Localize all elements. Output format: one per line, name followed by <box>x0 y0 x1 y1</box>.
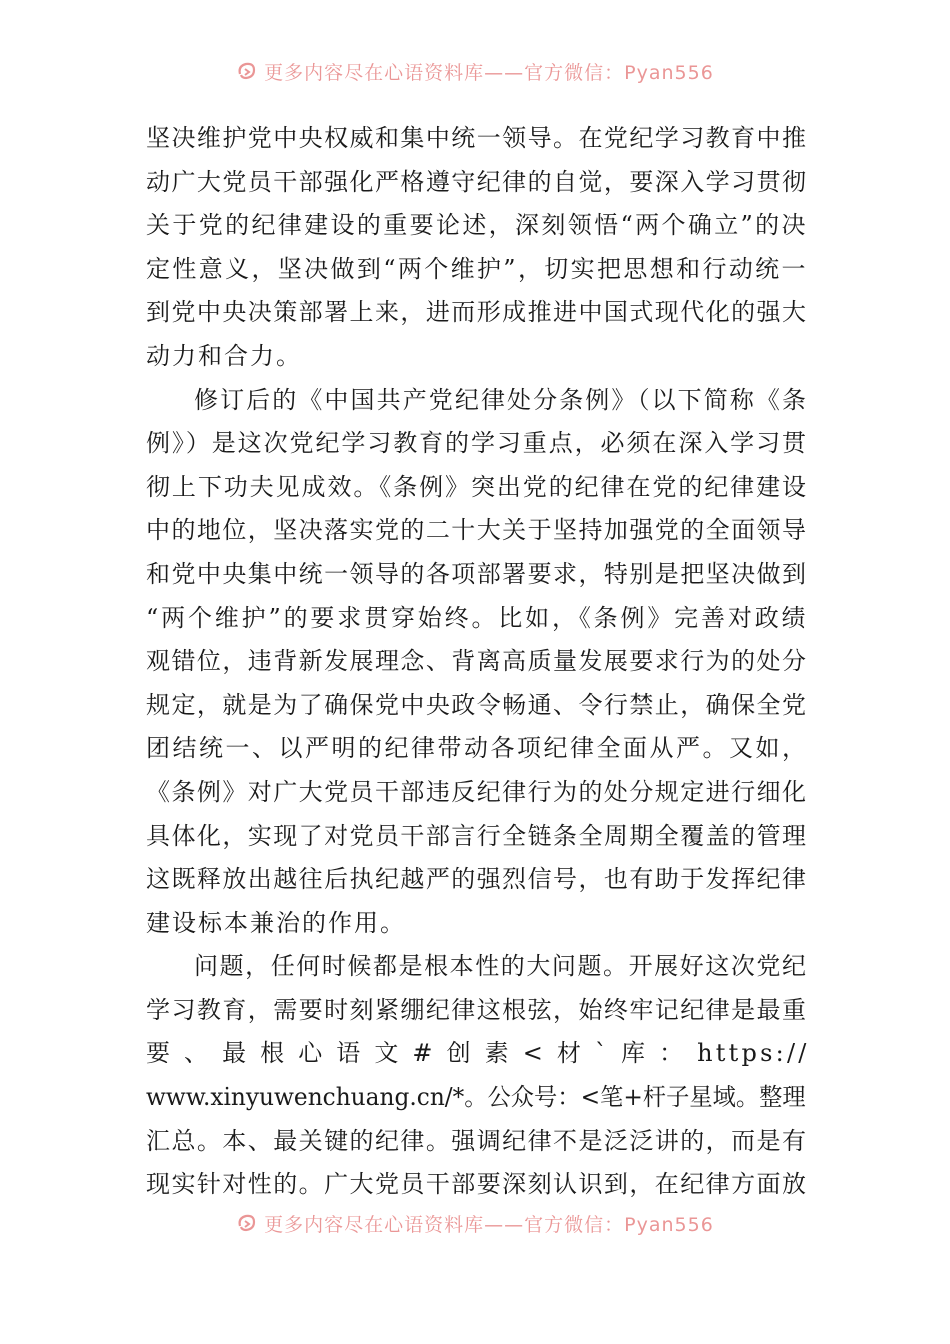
paragraph <box>146 379 809 946</box>
text-line: 中的地位，坚决落实党的二十大关于坚持加强党的全面领导 <box>146 516 808 545</box>
text-line: 要 、 最 根 心 语 文 # 创 素 < 材 ` 库 ： https:// <box>146 1039 810 1068</box>
text-line: 观错位，违背新发展理念、背离高质量发展要求行为的处分 <box>146 647 808 676</box>
paragraph <box>146 945 810 1207</box>
text-line: 团结统一、以严明的纪律带动各项纪律全面从严。又如， <box>146 734 809 763</box>
text-line: 学习教育，需要时刻紧绷纪律这根弦，始终牢记纪律是最重 <box>146 995 808 1024</box>
text-line: “两个维护”的要求贯穿始终。比如，《条例》完善对政绩 <box>146 603 809 632</box>
text-line: 修订后的《中国共产党纪律处分条例》（以下简称《条 <box>194 385 809 414</box>
text-line: 动力和合力。 <box>146 341 302 370</box>
text-line: 建设标本兼治的作用。 <box>146 908 406 937</box>
text-line: 动广大党员干部强化严格遵守纪律的自觉，要深入学习贯彻 <box>146 167 808 196</box>
text-line: 规定，就是为了确保党中央政令畅通、令行禁止，确保全党 <box>146 690 808 719</box>
paragraph <box>146 117 806 379</box>
text-line: 现实针对性的。广大党员干部要深刻认识到，在纪律方面放 <box>146 1170 808 1199</box>
header-watermark <box>0 58 950 84</box>
watermark-text: 更多内容尽在心语资料库——官方微信：Pyan556 <box>264 1213 714 1236</box>
text-line: 《条例》对广大党员干部违反纪律行为的处分规定进行细化 <box>146 777 808 806</box>
text-line: 定性意义，坚决做到“两个维护”，切实把思想和行动统一 <box>146 254 808 283</box>
text-line: 汇总。本、最关键的纪律。强调纪律不是泛泛讲的，而是有 <box>146 1126 808 1155</box>
footer-watermark <box>0 1210 950 1236</box>
text-line: 彻上下功夫见成效。《条例》突出党的纪律在党的纪律建设 <box>146 472 808 501</box>
brand-logo-icon <box>236 60 258 82</box>
text-line: 和党中央集中统一领导的各项部署要求，特别是把坚决做到 <box>146 559 808 588</box>
text-line: 具体化，实现了对党员干部言行全链条全周期全覆盖的管理 <box>146 821 808 850</box>
text-line: 坚决维护党中央权威和集中统一领导。在党纪学习教育中推 <box>146 124 808 152</box>
text-line: www.xinyuwenchuang.cn/*。公众号：<笔+杆子星域。整理 <box>146 1083 806 1112</box>
text-line: 问题，任何时候都是根本性的大问题。开展好这次党纪 <box>194 952 808 981</box>
text-line: 到党中央决策部署上来，进而形成推进中国式现代化的强大 <box>146 298 808 327</box>
document-body <box>146 117 810 1207</box>
text-line: 这既释放出越往后执纪越严的强烈信号，也有助于发挥纪律 <box>146 865 808 894</box>
text-line: 例》）是这次党纪学习教育的学习重点，必须在深入学习贯 <box>146 429 808 458</box>
watermark-text: 更多内容尽在心语资料库——官方微信：Pyan556 <box>264 61 714 84</box>
text-line: 关于党的纪律建设的重要论述，深刻领悟“两个确立”的决 <box>146 211 808 240</box>
brand-logo-icon <box>236 1212 258 1234</box>
